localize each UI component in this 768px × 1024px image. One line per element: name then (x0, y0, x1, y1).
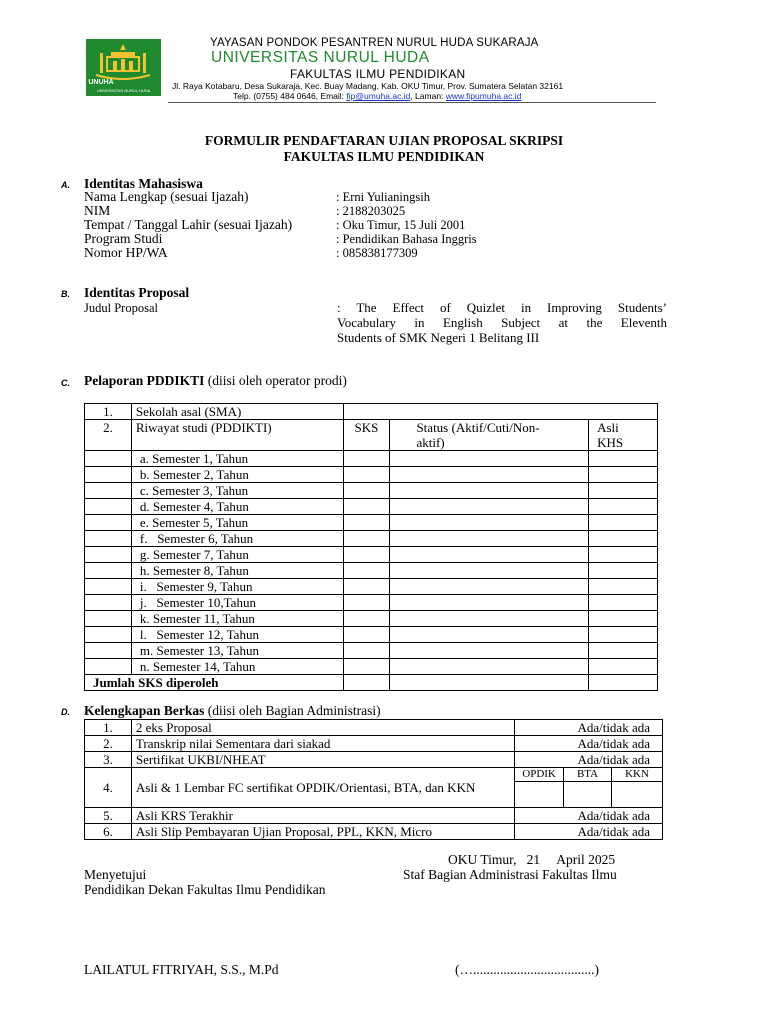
semester-khs-cell[interactable] (589, 579, 658, 595)
semester-empty-no (85, 627, 132, 643)
section-d-title: Kelengkapan Berkas (84, 703, 205, 718)
table-row (85, 768, 663, 782)
semester-status-cell[interactable] (390, 483, 589, 499)
semester-empty-no (85, 563, 132, 579)
semester-sks-cell[interactable] (343, 515, 390, 531)
field-row (84, 190, 644, 204)
title-line-2: FAKULTAS ILMU PENDIDIKAN (283, 149, 485, 164)
section-a-fields (84, 190, 644, 260)
semester-sks-cell[interactable] (343, 547, 390, 563)
semester-empty-no (85, 547, 132, 563)
semester-row (85, 579, 658, 595)
field-value: : 085838177309 (336, 246, 418, 260)
row-number: 1. (85, 404, 132, 420)
bta-check-cell[interactable] (564, 782, 612, 808)
semester-status-cell[interactable] (390, 627, 589, 643)
school-cell[interactable] (343, 404, 657, 420)
row-number: 6. (85, 824, 132, 840)
foundation-name: YAYASAN PONDOK PESANTREN NURUL HUDA SUKARAJA (210, 37, 539, 49)
total-khs-cell[interactable] (589, 675, 658, 691)
semester-status-cell[interactable] (390, 643, 589, 659)
semester-empty-no (85, 467, 132, 483)
total-label: Jumlah SKS diperoleh (85, 675, 344, 691)
khs-line-1: Asli (597, 420, 619, 435)
col-header-status (390, 420, 589, 451)
semester-row (85, 531, 658, 547)
table-row (85, 420, 658, 451)
semester-status-cell[interactable] (390, 611, 589, 627)
section-b-letter: B. (61, 289, 70, 299)
field-value: : 2188203025 (336, 204, 406, 218)
semester-sks-cell[interactable] (343, 531, 390, 547)
semester-khs-cell[interactable] (589, 627, 658, 643)
doc-status[interactable]: Ada/tidak ada (515, 752, 663, 768)
semester-label: m. Semester 13, Tahun (131, 643, 343, 659)
row-label: Riwayat studi (PDDIKTI) (131, 420, 343, 451)
proposal-label: Judul Proposal (84, 301, 158, 315)
field-label: Tempat / Tanggal Lahir (sesuai Ijazah) (84, 217, 293, 232)
semester-empty-no (85, 531, 132, 547)
semester-empty-no (85, 643, 132, 659)
semester-empty-no (85, 579, 132, 595)
pddikti-table (84, 403, 658, 691)
email-link[interactable]: fip@umuha.ac.id (346, 91, 411, 101)
semester-row (85, 595, 658, 611)
field-row (84, 232, 644, 246)
table-row (85, 404, 658, 420)
semester-khs-cell[interactable] (589, 643, 658, 659)
doc-status[interactable]: Ada/tidak ada (515, 720, 663, 736)
field-row (84, 246, 644, 260)
row-number: 3. (85, 752, 132, 768)
row-number: 4. (85, 768, 132, 808)
title-line-1: FORMULIR PENDAFTARAN UJIAN PROPOSAL SKRIPSI (204, 133, 564, 148)
semester-sks-cell[interactable] (343, 643, 390, 659)
kkn-check-cell[interactable] (612, 782, 663, 808)
section-d-letter: D. (61, 707, 70, 717)
right-signer-name[interactable]: (…....................................) (455, 962, 599, 977)
semester-status-cell[interactable] (390, 579, 589, 595)
semester-status-cell[interactable] (390, 451, 589, 467)
website-link[interactable]: www.fipumuha.ac.id (445, 91, 522, 101)
table-row (85, 720, 663, 736)
table-row (85, 824, 663, 840)
proposal-title-line-3: Students of SMK Negeri 1 Belitang III (337, 330, 540, 345)
semester-khs-cell[interactable] (589, 451, 658, 467)
field-row (84, 204, 644, 218)
doc-item: Asli KRS Terakhir (131, 808, 514, 824)
field-label: Nomor HP/WA (84, 245, 168, 260)
semester-label: h. Semester 8, Tahun (131, 563, 343, 579)
logo-subtext: UNIVERSITAS NURUL HUDA (96, 88, 151, 93)
doc-item: Asli & 1 Lembar FC sertifikat OPDIK/Orientasi, BTA, dan KKN (131, 768, 514, 808)
khs-line-2: KHS (597, 435, 624, 450)
semester-empty-no (85, 451, 132, 467)
section-a-letter: A. (61, 180, 70, 190)
semester-row (85, 467, 658, 483)
doc-status[interactable]: Ada/tidak ada (515, 824, 663, 840)
semester-sks-cell[interactable] (343, 563, 390, 579)
semester-label: k. Semester 11, Tahun (131, 611, 343, 627)
semester-sks-cell[interactable] (343, 483, 390, 499)
semester-khs-cell[interactable] (589, 499, 658, 515)
semester-khs-cell[interactable] (589, 531, 658, 547)
semester-khs-cell[interactable] (589, 659, 658, 675)
semester-status-cell[interactable] (390, 467, 589, 483)
proposal-title-line-1: : The Effect of Quizlet in Improving Students’ (337, 300, 667, 315)
semester-row (85, 659, 658, 675)
university-name: UNIVERSITAS NURUL HUDA (211, 49, 430, 66)
semester-empty-no (85, 595, 132, 611)
left-signer-name: LAILATUL FITRIYAH, S.S., M.Pd (84, 962, 279, 977)
sub-col-opdik: OPDIK (515, 768, 564, 782)
semester-label: b. Semester 2, Tahun (131, 467, 343, 483)
semester-khs-cell[interactable] (589, 515, 658, 531)
semester-sks-cell[interactable] (343, 595, 390, 611)
address-line: Jl. Raya Kotabaru, Desa Sukaraja, Kec. Buay Madang, Kab. OKU Timur, Prov. Sumatera Selatan 32161 (172, 81, 564, 91)
semester-label: l. Semester 12, Tahun (131, 627, 343, 643)
semester-label: a. Semester 1, Tahun (131, 451, 343, 467)
total-row (85, 675, 658, 691)
semester-label: f. Semester 6, Tahun (131, 531, 343, 547)
row-number: 5. (85, 808, 132, 824)
section-c-note: (diisi oleh operator prodi) (204, 373, 347, 388)
field-value: : Erni Yulianingsih (336, 190, 430, 204)
semester-label: j. Semester 10,Tahun (131, 595, 343, 611)
semester-label: g. Semester 7, Tahun (131, 547, 343, 563)
semester-row (85, 611, 658, 627)
semester-sks-cell[interactable] (343, 451, 390, 467)
documents-table (84, 719, 663, 840)
university-logo (86, 39, 161, 96)
semester-status-cell[interactable] (390, 499, 589, 515)
section-c-heading (84, 373, 347, 389)
proposal-title-line-2: Vocabulary in English Subject at the Eleventh (337, 315, 667, 330)
table-row (85, 752, 663, 768)
semester-khs-cell[interactable] (589, 595, 658, 611)
section-c-title: Pelaporan PDDIKTI (84, 373, 205, 388)
status-line-2: aktif) (416, 435, 445, 450)
semester-sks-cell[interactable] (343, 659, 390, 675)
logo-text: UNUHA (88, 79, 114, 86)
field-row (84, 218, 644, 232)
semester-khs-cell[interactable] (589, 563, 658, 579)
semester-empty-no (85, 483, 132, 499)
semester-label: n. Semester 14, Tahun (131, 659, 343, 675)
form-title (0, 133, 768, 165)
semester-sks-cell[interactable] (343, 627, 390, 643)
doc-item: Sertifikat UKBI/NHEAT (131, 752, 514, 768)
section-a-heading: Identitas Mahasiswa (84, 176, 203, 191)
semester-row (85, 451, 658, 467)
letterhead-divider (168, 102, 656, 103)
semester-status-cell[interactable] (390, 563, 589, 579)
doc-status[interactable]: Ada/tidak ada (515, 736, 663, 752)
semester-sks-cell[interactable] (343, 611, 390, 627)
semester-row (85, 499, 658, 515)
row-label: Sekolah asal (SMA) (131, 404, 343, 420)
doc-item: Asli Slip Pembayaran Ujian Proposal, PPL, KKN, Micro (131, 824, 514, 840)
section-b-heading: Identitas Proposal (84, 285, 190, 300)
semester-status-cell[interactable] (390, 595, 589, 611)
opdik-check-cell[interactable] (515, 782, 564, 808)
semester-empty-no (85, 499, 132, 515)
section-d-heading (84, 703, 381, 719)
sub-col-bta: BTA (564, 768, 612, 782)
semester-label: e. Semester 5, Tahun (131, 515, 343, 531)
row-number: 2. (85, 420, 132, 451)
semester-khs-cell[interactable] (589, 611, 658, 627)
doc-status[interactable]: Ada/tidak ada (515, 808, 663, 824)
semester-khs-cell[interactable] (589, 483, 658, 499)
table-row (85, 808, 663, 824)
semester-khs-cell[interactable] (589, 547, 658, 563)
table-row (85, 736, 663, 752)
semester-khs-cell[interactable] (589, 467, 658, 483)
semester-sks-cell[interactable] (343, 579, 390, 595)
semester-row (85, 515, 658, 531)
field-value: : Oku Timur, 15 Juli 2001 (336, 218, 466, 232)
semester-rows (85, 451, 658, 675)
semester-sks-cell[interactable] (343, 499, 390, 515)
semester-empty-no (85, 659, 132, 675)
sub-col-kkn: KKN (612, 768, 663, 782)
field-label: NIM (84, 203, 111, 218)
contact-mid: , Laman: (410, 91, 446, 101)
semester-label: c. Semester 3, Tahun (131, 483, 343, 499)
place-date: OKU Timur, 21 April 2025 (448, 852, 616, 867)
semester-sks-cell[interactable] (343, 467, 390, 483)
status-line-1: Status (Aktif/Cuti/Non- (416, 420, 540, 435)
field-value: : Pendidikan Bahasa Inggris (336, 232, 477, 246)
doc-item: Transkrip nilai Sementara dari siakad (131, 736, 514, 752)
doc-item: 2 eks Proposal (131, 720, 514, 736)
col-header-sks: SKS (343, 420, 390, 451)
col-header-khs (589, 420, 658, 451)
semester-status-cell[interactable] (390, 547, 589, 563)
semester-row (85, 627, 658, 643)
field-label: Program Studi (84, 231, 163, 246)
row-number: 2. (85, 736, 132, 752)
section-d-note: (diisi oleh Bagian Administrasi) (204, 703, 381, 718)
left-signer-role: Pendidikan Dekan Fakultas Ilmu Pendidikan (84, 882, 326, 897)
faculty-name: FAKULTAS ILMU PENDIDIKAN (290, 67, 466, 81)
semester-row (85, 643, 658, 659)
semester-label: d. Semester 4, Tahun (131, 499, 343, 515)
total-sks-cell[interactable] (343, 675, 390, 691)
semester-empty-no (85, 611, 132, 627)
field-label: Nama Lengkap (sesuai Ijazah) (84, 189, 249, 204)
total-status-cell[interactable] (390, 675, 589, 691)
mosque-logo-icon (86, 41, 161, 83)
contact-prefix: Telp. (0755) 484 0646, Email: (233, 91, 347, 101)
semester-status-cell[interactable] (390, 659, 589, 675)
proposal-title (337, 300, 667, 345)
semester-row (85, 547, 658, 563)
semester-status-cell[interactable] (390, 515, 589, 531)
section-c-letter: C. (61, 378, 70, 388)
semester-row (85, 563, 658, 579)
row-number: 1. (85, 720, 132, 736)
semester-label: i. Semester 9, Tahun (131, 579, 343, 595)
semester-status-cell[interactable] (390, 531, 589, 547)
contact-line (233, 91, 521, 101)
approve-label: Menyetujui (84, 867, 147, 882)
semester-empty-no (85, 515, 132, 531)
right-signer-role: Staf Bagian Administrasi Fakultas Ilmu (403, 867, 617, 882)
semester-row (85, 483, 658, 499)
